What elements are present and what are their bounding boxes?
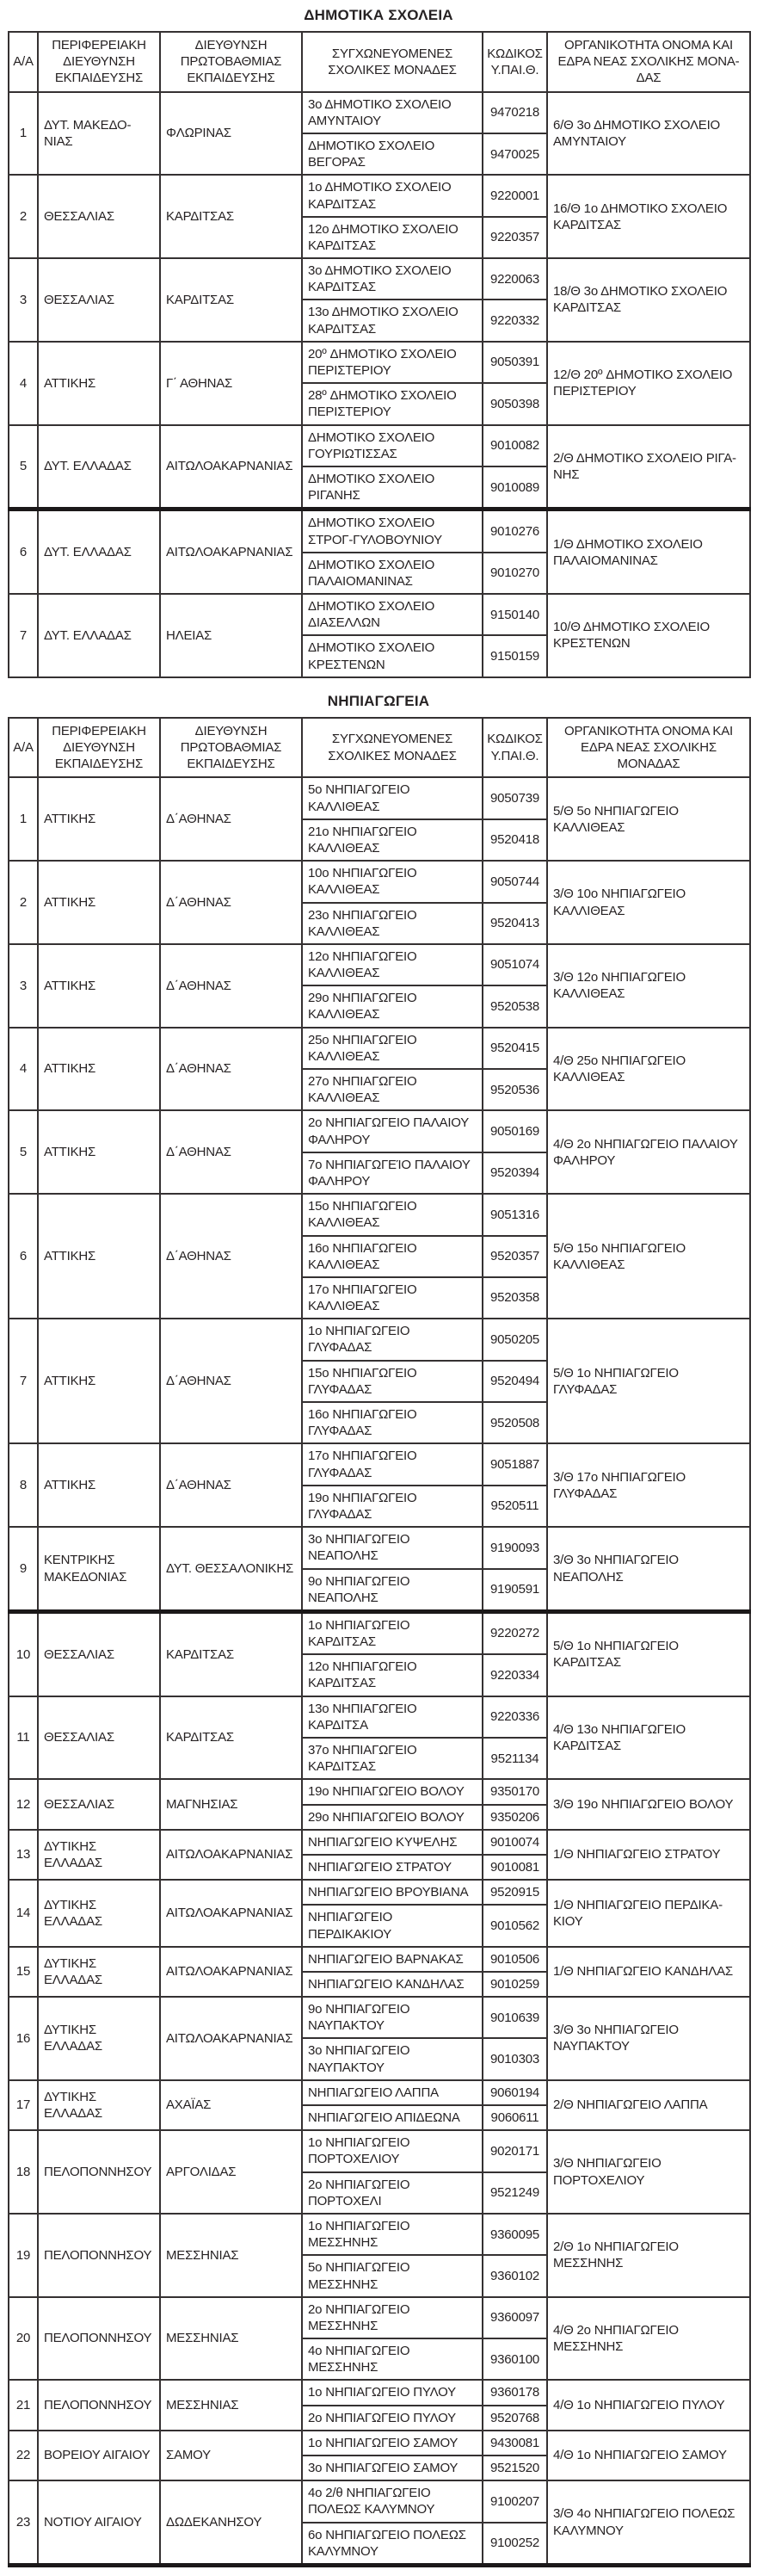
- school-code-cell: 9220272: [483, 1611, 547, 1654]
- merged-school-cell: 27ο ΝΗΠΙΑΓΩΓΕΙΟ ΚΑΛΛΙΘΕΑΣ: [302, 1069, 483, 1110]
- column-header: ΚΩΔΙΚΟΣ Υ.ΠΑΙ.Θ.: [483, 718, 547, 778]
- merged-school-cell: 3ο ΝΗΠΙΑΓΩΓΕΙΟ ΝΕΑΠΟΛΗΣ: [302, 1527, 483, 1568]
- merged-school-cell: 1ο ΝΗΠΙΑΓΩΓΕΙΟ ΜΕΣΣΗΝΗΣ: [302, 2214, 483, 2255]
- table-row: [9, 777, 750, 819]
- merged-school-cell: 2ο ΝΗΠΙΑΓΩΓΕΙΟ ΜΕΣΣΗΝΗΣ: [302, 2297, 483, 2338]
- table-row: [9, 2480, 750, 2522]
- row-number: 1: [9, 92, 38, 176]
- table-row: [9, 1779, 750, 1804]
- row-number: 11: [9, 1696, 38, 1780]
- table-row: [9, 2297, 750, 2338]
- new-school-cell: 1/Θ ΝΗΠΙΑΓΩΓΕΙΟ ΠΕΡΔΙΚΑ-ΚΙΟΥ: [547, 1880, 750, 1947]
- merged-school-cell: 5ο ΝΗΠΙΑΓΩΓΕΙΟ ΜΕΣΣΗΝΗΣ: [302, 2255, 483, 2296]
- row-number: 7: [9, 594, 38, 677]
- school-code-cell: 9220001: [483, 175, 547, 216]
- new-school-cell: 4/Θ 2ο ΝΗΠΙΑΓΩΓΕΙΟ ΠΑΛΑΙΟΥ ΦΑΛΗΡΟΥ: [547, 1110, 750, 1194]
- merged-school-cell: 1ο ΝΗΠΙΑΓΩΓΕΙΟ ΠΟΡΤΟΧΕΛΙΟΥ: [302, 2130, 483, 2171]
- directorate-cell: ΜΕΣΣΗΝΙΑΣ: [160, 2297, 302, 2381]
- school-code-cell: 9520508: [483, 1402, 547, 1443]
- new-school-cell: 2/Θ ΔΗΜΟΤΙΚΟ ΣΧΟΛΕΙΟ ΡΙΓΑ-ΝΗΣ: [547, 425, 750, 510]
- school-code-cell: 9010303: [483, 2038, 547, 2079]
- merged-school-cell: 2ο ΝΗΠΙΑΓΩΓΕΙΟ ΠΟΡΤΟΧΕΛΙ: [302, 2172, 483, 2214]
- regional-directorate-cell: ΑΤΤΙΚΗΣ: [38, 944, 160, 1028]
- school-code-cell: 9010074: [483, 1830, 547, 1855]
- table-row: [9, 342, 750, 383]
- primary-schools-section: [8, 4, 749, 678]
- regional-directorate-cell: ΔΥΤ. ΕΛΛΑΔΑΣ: [38, 425, 160, 510]
- new-school-cell: 5/Θ 15ο ΝΗΠΙΑΓΩΓΕΙΟ ΚΑΛΛΙΘΕΑΣ: [547, 1194, 750, 1319]
- directorate-cell: Δ΄ΑΘΗΝΑΣ: [160, 1110, 302, 1194]
- merged-school-cell: 29ο ΝΗΠΙΑΓΩΓΕΙΟ ΚΑΛΛΙΘΕΑΣ: [302, 985, 483, 1027]
- school-code-cell: 9520915: [483, 1880, 547, 1905]
- merged-school-cell: 29ο ΝΗΠΙΑΓΩΓΕΙΟ ΒΟΛΟΥ: [302, 1805, 483, 1830]
- new-school-cell: 2/Θ ΝΗΠΙΑΓΩΓΕΙΟ ΛΑΠΠΑ: [547, 2080, 750, 2130]
- merged-school-cell: ΔΗΜΟΤΙΚΟ ΣΧΟΛΕΙΟ ΓΟΥΡΙΩΤΙΣΣΑΣ: [302, 425, 483, 466]
- regional-directorate-cell: ΑΤΤΙΚΗΣ: [38, 861, 160, 944]
- kindergartens-table-header: [9, 718, 750, 778]
- row-number: 9: [9, 1527, 38, 1611]
- merged-school-cell: 13ο ΝΗΠΙΑΓΩΓΕΙΟ ΚΑΡΔΙΤΣΑ: [302, 1696, 483, 1738]
- school-code-cell: 9020171: [483, 2130, 547, 2171]
- merged-school-cell: 9ο ΝΗΠΙΑΓΩΓΕΙΟ ΝΕΑΠΟΛΗΣ: [302, 1569, 483, 1612]
- merged-school-cell: 15ο ΝΗΠΙΑΓΩΓΕΙΟ ΚΑΛΛΙΘΕΑΣ: [302, 1194, 483, 1235]
- column-header: ΟΡΓΑΝΙΚΟΤΗΤΑ ΟΝΟΜΑ ΚΑΙ ΕΔΡΑ ΝΕΑΣ ΣΧΟΛΙΚΗΣ ΜΟΝΑ-ΔΑΣ: [547, 32, 750, 92]
- table-row: [9, 2130, 750, 2171]
- merged-school-cell: 9ο ΝΗΠΙΑΓΩΓΕΙΟ ΝΑΥΠΑΚΤΟΥ: [302, 1997, 483, 2038]
- regional-directorate-cell: ΑΤΤΙΚΗΣ: [38, 777, 160, 861]
- new-school-cell: 3/Θ 4ο ΝΗΠΙΑΓΩΓΕΙΟ ΠΟΛΕΩΣ ΚΑΛΥΜΝΟΥ: [547, 2480, 750, 2565]
- merged-school-cell: ΝΗΠΙΑΓΩΓΕΙΟ ΛΑΠΠΑ: [302, 2080, 483, 2105]
- regional-directorate-cell: ΔΥΤΙΚΗΣ ΕΛΛΑΔΑΣ: [38, 1880, 160, 1947]
- new-school-cell: 10/Θ ΔΗΜΟΤΙΚΟ ΣΧΟΛΕΙΟ ΚΡΕΣΤΕΝΩΝ: [547, 594, 750, 677]
- merged-school-cell: ΝΗΠΙΑΓΩΓΕΙΟ ΚΑΝΔΗΛΑΣ: [302, 1972, 483, 1997]
- merged-school-cell: 17ο ΝΗΠΙΑΓΩΓΕΙΟ ΓΛΥΦΑΔΑΣ: [302, 1443, 483, 1485]
- column-header: Α/Α: [9, 32, 38, 92]
- column-header: ΔΙΕΥΘΥΝΣΗ ΠΡΩΤΟΒΑΘΜΙΑΣ ΕΚΠΑΙΔΕΥΣΗΣ: [160, 718, 302, 778]
- merged-school-cell: 16ο ΝΗΠΙΑΓΩΓΕΙΟ ΓΛΥΦΑΔΑΣ: [302, 1402, 483, 1443]
- school-code-cell: 9060611: [483, 2105, 547, 2130]
- column-header: ΣΥΓΧΩΝΕΥΟΜΕΝΕΣ ΣΧΟΛΙΚΕΣ ΜΟΝΑΔΕΣ: [302, 32, 483, 92]
- new-school-cell: 3/Θ ΝΗΠΙΑΓΩΓΕΙΟ ΠΟΡΤΟΧΕΛΙΟΥ: [547, 2130, 750, 2214]
- row-number: 21: [9, 2380, 38, 2430]
- regional-directorate-cell: ΘΕΣΣΑΛΙΑΣ: [38, 1696, 160, 1780]
- column-header: ΚΩΔΙΚΟΣ Υ.ΠΑΙ.Θ.: [483, 32, 547, 92]
- merged-school-cell: 37ο ΝΗΠΙΑΓΩΓΕΙΟ ΚΑΡΔΙΤΣΑΣ: [302, 1738, 483, 1779]
- merged-school-cell: 2ο ΝΗΠΙΑΓΩΓΕΙΟ ΠΑΛΑΙΟΥ ΦΑΛΗΡΟΥ: [302, 1110, 483, 1152]
- school-code-cell: 9051316: [483, 1194, 547, 1235]
- merged-school-cell: 16ο ΝΗΠΙΑΓΩΓΕΙΟ ΚΑΛΛΙΘΕΑΣ: [302, 1236, 483, 1277]
- directorate-cell: ΦΛΩΡΙΝΑΣ: [160, 92, 302, 176]
- merged-school-cell: ΔΗΜΟΤΙΚΟ ΣΧΟΛΕΙΟ ΚΡΕΣΤΕΝΩΝ: [302, 635, 483, 676]
- school-code-cell: 9051074: [483, 944, 547, 985]
- table-row: [9, 1611, 750, 1654]
- merged-school-cell: ΔΗΜΟΤΙΚΟ ΣΧΟΛΕΙΟ ΡΙΓΑΝΗΣ: [302, 466, 483, 510]
- row-number: 22: [9, 2431, 38, 2480]
- kindergartens-table-body: [9, 777, 750, 2565]
- table-row: [9, 92, 750, 133]
- header-row: [9, 32, 750, 92]
- merged-school-cell: 2ο ΝΗΠΙΑΓΩΓΕΙΟ ΠΥΛΟΥ: [302, 2406, 483, 2431]
- school-code-cell: 9100207: [483, 2480, 547, 2522]
- regional-directorate-cell: ΑΤΤΙΚΗΣ: [38, 1319, 160, 1443]
- new-school-cell: 12/Θ 20º ΔΗΜΟΤΙΚΟ ΣΧΟΛΕΙΟ ΠΕΡΙΣΤΕΡΙΟΥ: [547, 342, 750, 425]
- merged-school-cell: ΔΗΜΟΤΙΚΟ ΣΧΟΛΕΙΟ ΣΤΡΟΓ-ΓΥΛΟΒΟΥΝΙΟΥ: [302, 510, 483, 553]
- table-row: [9, 1997, 750, 2038]
- directorate-cell: Δ΄ΑΘΗΝΑΣ: [160, 1194, 302, 1319]
- regional-directorate-cell: ΔΥΤΙΚΗΣ ΕΛΛΑΔΑΣ: [38, 1830, 160, 1880]
- column-header: ΣΥΓΧΩΝΕΥΟΜΕΝΕΣ ΣΧΟΛΙΚΕΣ ΜΟΝΑΔΕΣ: [302, 718, 483, 778]
- new-school-cell: 1/Θ ΔΗΜΟΤΙΚΟ ΣΧΟΛΕΙΟ ΠΑΛΑΙΟΜΑΝΙΝΑΣ: [547, 510, 750, 594]
- directorate-cell: ΑΙΤΩΛΟΑΚΑΡΝΑΝΙΑΣ: [160, 1830, 302, 1880]
- school-code-cell: 9050205: [483, 1319, 547, 1360]
- regional-directorate-cell: ΚΕΝΤΡΙΚΗΣ ΜΑΚΕΔΟΝΙΑΣ: [38, 1527, 160, 1611]
- regional-directorate-cell: ΘΕΣΣΑΛΙΑΣ: [38, 175, 160, 258]
- school-code-cell: 9360100: [483, 2338, 547, 2380]
- table-row: [9, 1443, 750, 1485]
- school-code-cell: 9521134: [483, 1738, 547, 1779]
- directorate-cell: ΑΙΤΩΛΟΑΚΑΡΝΑΝΙΑΣ: [160, 1997, 302, 2080]
- school-code-cell: 9521520: [483, 2456, 547, 2480]
- table-row: [9, 861, 750, 902]
- table-row: [9, 1028, 750, 1069]
- table-row: [9, 2080, 750, 2105]
- school-code-cell: 9520415: [483, 1028, 547, 1069]
- school-code-cell: 9520418: [483, 819, 547, 861]
- directorate-cell: ΚΑΡΔΙΤΣΑΣ: [160, 1611, 302, 1696]
- column-header: ΠΕΡΙΦΕΡΕΙΑΚΗ ΔΙΕΥΘΥΝΣΗ ΕΚΠΑΙΔΕΥΣΗΣ: [38, 718, 160, 778]
- row-number: 8: [9, 1443, 38, 1527]
- merged-school-cell: ΔΗΜΟΤΙΚΟ ΣΧΟΛΕΙΟ ΔΙΑΣΕΛΛΩΝ: [302, 594, 483, 635]
- regional-directorate-cell: ΔΥΤ. ΜΑΚΕΔΟ-ΝΙΑΣ: [38, 92, 160, 176]
- row-number: 17: [9, 2080, 38, 2130]
- school-code-cell: 9520538: [483, 985, 547, 1027]
- merged-school-cell: 3ο ΝΗΠΙΑΓΩΓΕΙΟ ΣΑΜΟΥ: [302, 2456, 483, 2480]
- regional-directorate-cell: ΠΕΛΟΠΟΝΝΗΣΟΥ: [38, 2130, 160, 2214]
- school-code-cell: 9360178: [483, 2380, 547, 2405]
- table-row: [9, 1319, 750, 1360]
- directorate-cell: ΑΙΤΩΛΟΑΚΑΡΝΑΝΙΑΣ: [160, 1880, 302, 1947]
- merged-school-cell: 5ο ΝΗΠΙΑΓΩΓΕΙΟ ΚΑΛΛΙΘΕΑΣ: [302, 777, 483, 819]
- directorate-cell: ΑΙΤΩΛΟΑΚΑΡΝΑΝΙΑΣ: [160, 1947, 302, 1997]
- merged-school-cell: 19ο ΝΗΠΙΑΓΩΓΕΙΟ ΒΟΛΟΥ: [302, 1779, 483, 1804]
- school-code-cell: 9520394: [483, 1152, 547, 1194]
- row-number: 15: [9, 1947, 38, 1997]
- new-school-cell: 5/Θ 1ο ΝΗΠΙΑΓΩΓΕΙΟ ΓΛΥΦΑΔΑΣ: [547, 1319, 750, 1443]
- directorate-cell: ΑΙΤΩΛΟΑΚΑΡΝΑΝΙΑΣ: [160, 510, 302, 594]
- directorate-cell: ΜΕΣΣΗΝΙΑΣ: [160, 2380, 302, 2430]
- merged-school-cell: ΔΗΜΟΤΙΚΟ ΣΧΟΛΕΙΟ ΠΑΛΑΙΟΜΑΝΙΝΑΣ: [302, 553, 483, 594]
- merged-school-cell: 15ο ΝΗΠΙΑΓΩΓΕΙΟ ΓΛΥΦΑΔΑΣ: [302, 1361, 483, 1402]
- school-code-cell: 9520358: [483, 1277, 547, 1319]
- directorate-cell: Δ΄ΑΘΗΝΑΣ: [160, 1028, 302, 1111]
- new-school-cell: 4/Θ 1ο ΝΗΠΙΑΓΩΓΕΙΟ ΣΑΜΟΥ: [547, 2431, 750, 2480]
- new-school-cell: 2/Θ 1ο ΝΗΠΙΑΓΩΓΕΙΟ ΜΕΣΣΗΝΗΣ: [547, 2214, 750, 2297]
- merged-school-cell: ΝΗΠΙΑΓΩΓΕΙΟ ΠΕΡΔΙΚΑΚΙΟΥ: [302, 1905, 483, 1946]
- table-row: [9, 258, 750, 300]
- new-school-cell: 5/Θ 5ο ΝΗΠΙΑΓΩΓΕΙΟ ΚΑΛΛΙΘΕΑΣ: [547, 777, 750, 861]
- regional-directorate-cell: ΘΕΣΣΑΛΙΑΣ: [38, 1611, 160, 1696]
- table-row: [9, 944, 750, 985]
- row-number: 23: [9, 2480, 38, 2565]
- row-number: 14: [9, 1880, 38, 1947]
- row-number: 5: [9, 425, 38, 510]
- school-code-cell: 9150140: [483, 594, 547, 635]
- row-number: 7: [9, 1319, 38, 1443]
- school-code-cell: 9521249: [483, 2172, 547, 2214]
- merged-school-cell: 1ο ΔΗΜΟΤΙΚΟ ΣΧΟΛΕΙΟ ΚΑΡΔΙΤΣΑΣ: [302, 175, 483, 216]
- table-row: [9, 594, 750, 635]
- directorate-cell: ΚΑΡΔΙΤΣΑΣ: [160, 1696, 302, 1780]
- kindergartens-section: [8, 690, 749, 2567]
- school-code-cell: 9350170: [483, 1779, 547, 1804]
- new-school-cell: 3/Θ 3ο ΝΗΠΙΑΓΩΓΕΙΟ ΝΑΥΠΑΚΤΟΥ: [547, 1997, 750, 2080]
- directorate-cell: ΑΙΤΩΛΟΑΚΑΡΝΑΝΙΑΣ: [160, 425, 302, 510]
- primary-schools-title: ΔΗΜΟΤΙΚΑ ΣΧΟΛΕΙΑ: [304, 7, 453, 23]
- new-school-cell: 16/Θ 1ο ΔΗΜΟΤΙΚΟ ΣΧΟΛΕΙΟ ΚΑΡΔΙΤΣΑΣ: [547, 175, 750, 258]
- school-code-cell: 9010082: [483, 425, 547, 466]
- primary-schools-table: [8, 31, 751, 678]
- row-number: 4: [9, 1028, 38, 1111]
- school-code-cell: 9010081: [483, 1855, 547, 1880]
- primary-schools-table-body: [9, 92, 750, 677]
- row-number: 2: [9, 861, 38, 944]
- directorate-cell: ΔΥΤ. ΘΕΣΣΑΛΟΝΙΚΗΣ: [160, 1527, 302, 1611]
- school-code-cell: 9220332: [483, 300, 547, 341]
- school-code-cell: 9060194: [483, 2080, 547, 2105]
- school-code-cell: 9051887: [483, 1443, 547, 1485]
- row-number: 19: [9, 2214, 38, 2297]
- directorate-cell: Δ΄ΑΘΗΝΑΣ: [160, 1443, 302, 1527]
- merged-school-cell: 1ο ΝΗΠΙΑΓΩΓΕΙΟ ΠΥΛΟΥ: [302, 2380, 483, 2405]
- directorate-cell: Γ΄ ΑΘΗΝΑΣ: [160, 342, 302, 425]
- directorate-cell: Δ΄ΑΘΗΝΑΣ: [160, 944, 302, 1028]
- merged-school-cell: 23ο ΝΗΠΙΑΓΩΓΕΙΟ ΚΑΛΛΙΘΕΑΣ: [302, 903, 483, 944]
- table-row: [9, 2380, 750, 2405]
- school-code-cell: 9470025: [483, 133, 547, 175]
- regional-directorate-cell: ΑΤΤΙΚΗΣ: [38, 1110, 160, 1194]
- table-row: [9, 1527, 750, 1568]
- directorate-cell: ΜΑΓΝΗΣΙΑΣ: [160, 1779, 302, 1829]
- table-row: [9, 2214, 750, 2255]
- directorate-cell: ΚΑΡΔΙΤΣΑΣ: [160, 175, 302, 258]
- merged-school-cell: 13ο ΔΗΜΟΤΙΚΟ ΣΧΟΛΕΙΟ ΚΑΡΔΙΤΣΑΣ: [302, 300, 483, 341]
- table-row: [9, 175, 750, 216]
- new-school-cell: 5/Θ 1ο ΝΗΠΙΑΓΩΓΕΙΟ ΚΑΡΔΙΤΣΑΣ: [547, 1611, 750, 1696]
- school-code-cell: 9010562: [483, 1905, 547, 1946]
- row-number: 3: [9, 258, 38, 342]
- regional-directorate-cell: ΔΥΤΙΚΗΣ ΕΛΛΑΔΑΣ: [38, 2080, 160, 2130]
- merged-school-cell: ΔΗΜΟΤΙΚΟ ΣΧΟΛΕΙΟ ΒΕΓΟΡΑΣ: [302, 133, 483, 175]
- regional-directorate-cell: ΔΥΤΙΚΗΣ ΕΛΛΑΔΑΣ: [38, 1997, 160, 2080]
- merged-school-cell: 20º ΔΗΜΟΤΙΚΟ ΣΧΟΛΕΙΟ ΠΕΡΙΣΤΕΡΙΟΥ: [302, 342, 483, 383]
- kindergartens-table: [8, 717, 751, 2567]
- school-code-cell: 9010259: [483, 1972, 547, 1997]
- merged-school-cell: 10ο ΝΗΠΙΑΓΩΓΕΙΟ ΚΑΛΛΙΘΕΑΣ: [302, 861, 483, 902]
- directorate-cell: ΜΕΣΣΗΝΙΑΣ: [160, 2214, 302, 2297]
- school-code-cell: 9010639: [483, 1997, 547, 2038]
- regional-directorate-cell: ΑΤΤΙΚΗΣ: [38, 1194, 160, 1319]
- school-code-cell: 9520536: [483, 1069, 547, 1110]
- table-row: [9, 1830, 750, 1855]
- school-code-cell: 9520413: [483, 903, 547, 944]
- table-row: [9, 2431, 750, 2456]
- merged-school-cell: 4ο ΝΗΠΙΑΓΩΓΕΙΟ ΜΕΣΣΗΝΗΣ: [302, 2338, 483, 2380]
- row-number: 6: [9, 510, 38, 594]
- row-number: 5: [9, 1110, 38, 1194]
- school-code-cell: 9050169: [483, 1110, 547, 1152]
- school-code-cell: 9190591: [483, 1569, 547, 1612]
- row-number: 20: [9, 2297, 38, 2381]
- new-school-cell: 4/Θ 1ο ΝΗΠΙΑΓΩΓΕΙΟ ΠΥΛΟΥ: [547, 2380, 750, 2430]
- table-row: [9, 1880, 750, 1905]
- directorate-cell: ΚΑΡΔΙΤΣΑΣ: [160, 258, 302, 342]
- school-code-cell: 9050398: [483, 383, 547, 424]
- regional-directorate-cell: ΘΕΣΣΑΛΙΑΣ: [38, 258, 160, 342]
- row-number: 18: [9, 2130, 38, 2214]
- new-school-cell: 3/Θ 12ο ΝΗΠΙΑΓΩΓΕΙΟ ΚΑΛΛΙΘΕΑΣ: [547, 944, 750, 1028]
- new-school-cell: 3/Θ 10ο ΝΗΠΙΑΓΩΓΕΙΟ ΚΑΛΛΙΘΕΑΣ: [547, 861, 750, 944]
- merged-school-cell: 25ο ΝΗΠΙΑΓΩΓΕΙΟ ΚΑΛΛΙΘΕΑΣ: [302, 1028, 483, 1069]
- school-code-cell: 9220063: [483, 258, 547, 300]
- new-school-cell: 1/Θ ΝΗΠΙΑΓΩΓΕΙΟ ΚΑΝΔΗΛΑΣ: [547, 1947, 750, 1997]
- merged-school-cell: 12ο ΝΗΠΙΑΓΩΓΕΙΟ ΚΑΛΛΙΘΕΑΣ: [302, 944, 483, 985]
- row-number: 6: [9, 1194, 38, 1319]
- merged-school-cell: 12ο ΔΗΜΟΤΙΚΟ ΣΧΟΛΕΙΟ ΚΑΡΔΙΤΣΑΣ: [302, 217, 483, 258]
- merged-school-cell: 7ο ΝΗΠΙΑΓΩΓΕΊΟ ΠΑΛΑΙΟΥ ΦΑΛΗΡΟΥ: [302, 1152, 483, 1194]
- row-number: 4: [9, 342, 38, 425]
- school-code-cell: 9010506: [483, 1947, 547, 1972]
- school-code-cell: 9520768: [483, 2406, 547, 2431]
- merged-school-cell: ΝΗΠΙΑΓΩΓΕΙΟ ΚΥΨΕΛΗΣ: [302, 1830, 483, 1855]
- new-school-cell: 6/Θ 3ο ΔΗΜΟΤΙΚΟ ΣΧΟΛΕΙΟ ΑΜΥΝΤΑΙΟΥ: [547, 92, 750, 176]
- primary-schools-table-header: [9, 32, 750, 92]
- merged-school-cell: 6ο ΝΗΠΙΑΓΩΓΕΙΟ ΠΟΛΕΩΣ ΚΑΛΥΜΝΟΥ: [302, 2523, 483, 2566]
- school-code-cell: 9520494: [483, 1361, 547, 1402]
- regional-directorate-cell: ΠΕΛΟΠΟΝΝΗΣΟΥ: [38, 2214, 160, 2297]
- merged-school-cell: 3ο ΔΗΜΟΤΙΚΟ ΣΧΟΛΕΙΟ ΚΑΡΔΙΤΣΑΣ: [302, 258, 483, 300]
- new-school-cell: 3/Θ 3ο ΝΗΠΙΑΓΩΓΕΙΟ ΝΕΑΠΟΛΗΣ: [547, 1527, 750, 1611]
- merged-school-cell: 1ο ΝΗΠΙΑΓΩΓΕΙΟ ΣΑΜΟΥ: [302, 2431, 483, 2456]
- merged-school-cell: 1ο ΝΗΠΙΑΓΩΓΕΙΟ ΓΛΥΦΑΔΑΣ: [302, 1319, 483, 1360]
- merged-school-cell: 17ο ΝΗΠΙΑΓΩΓΕΙΟ ΚΑΛΛΙΘΕΑΣ: [302, 1277, 483, 1319]
- directorate-cell: ΔΩΔΕΚΑΝΗΣΟΥ: [160, 2480, 302, 2565]
- school-code-cell: 9360097: [483, 2297, 547, 2338]
- merged-school-cell: 28º ΔΗΜΟΤΙΚΟ ΣΧΟΛΕΙΟ ΠΕΡΙΣΤΕΡΙΟΥ: [302, 383, 483, 424]
- row-number: 16: [9, 1997, 38, 2080]
- table-row: [9, 1194, 750, 1235]
- directorate-cell: ΑΡΓΟΛΙΔΑΣ: [160, 2130, 302, 2214]
- new-school-cell: 4/Θ 25ο ΝΗΠΙΑΓΩΓΕΙΟ ΚΑΛΛΙΘΕΑΣ: [547, 1028, 750, 1111]
- directorate-cell: Δ΄ΑΘΗΝΑΣ: [160, 777, 302, 861]
- new-school-cell: 4/Θ 13ο ΝΗΠΙΑΓΩΓΕΙΟ ΚΑΡΔΙΤΣΑΣ: [547, 1696, 750, 1780]
- merged-school-cell: 3ο ΔΗΜΟΤΙΚΟ ΣΧΟΛΕΙΟ ΑΜΥΝΤΑΙΟΥ: [302, 92, 483, 133]
- school-code-cell: 9520511: [483, 1486, 547, 1527]
- merged-school-cell: ΝΗΠΙΑΓΩΓΕΙΟ ΒΡΟΥΒΙΑΝΑ: [302, 1880, 483, 1905]
- school-code-cell: 9190093: [483, 1527, 547, 1568]
- row-number: 12: [9, 1779, 38, 1829]
- row-number: 13: [9, 1830, 38, 1880]
- regional-directorate-cell: ΘΕΣΣΑΛΙΑΣ: [38, 1779, 160, 1829]
- school-code-cell: 9360095: [483, 2214, 547, 2255]
- table-row: [9, 1696, 750, 1738]
- school-code-cell: 9010270: [483, 553, 547, 594]
- school-code-cell: 9350206: [483, 1805, 547, 1830]
- merged-school-cell: 4ο 2/θ ΝΗΠΙΑΓΩΓΕΙΟ ΠΟΛΕΩΣ ΚΑΛΥΜΝΟΥ: [302, 2480, 483, 2522]
- merged-school-cell: ΝΗΠΙΑΓΩΓΕΙΟ ΣΤΡΑΤΟΥ: [302, 1855, 483, 1880]
- column-header: ΔΙΕΥΘΥΝΣΗ ΠΡΩΤΟΒΑΘΜΙΑΣ ΕΚΠΑΙΔΕΥΣΗΣ: [160, 32, 302, 92]
- school-code-cell: 9150159: [483, 635, 547, 676]
- merged-school-cell: 12ο ΝΗΠΙΑΓΩΓΕΙΟ ΚΑΡΔΙΤΣΑΣ: [302, 1654, 483, 1696]
- directorate-cell: Δ΄ΑΘΗΝΑΣ: [160, 1319, 302, 1443]
- school-code-cell: 9050391: [483, 342, 547, 383]
- regional-directorate-cell: ΑΤΤΙΚΗΣ: [38, 1443, 160, 1527]
- school-code-cell: 9010276: [483, 510, 547, 553]
- new-school-cell: 3/Θ 19ο ΝΗΠΙΑΓΩΓΕΙΟ ΒΟΛΟΥ: [547, 1779, 750, 1829]
- row-number: 10: [9, 1611, 38, 1696]
- regional-directorate-cell: ΠΕΛΟΠΟΝΝΗΣΟΥ: [38, 2297, 160, 2381]
- school-code-cell: 9100252: [483, 2523, 547, 2566]
- column-header: Α/Α: [9, 718, 38, 778]
- regional-directorate-cell: ΔΥΤΙΚΗΣ ΕΛΛΑΔΑΣ: [38, 1947, 160, 1997]
- directorate-cell: Δ΄ΑΘΗΝΑΣ: [160, 861, 302, 944]
- directorate-cell: ΑΧΑΪΑΣ: [160, 2080, 302, 2130]
- school-code-cell: 9050739: [483, 777, 547, 819]
- regional-directorate-cell: ΔΥΤ. ΕΛΛΑΔΑΣ: [38, 594, 160, 677]
- row-number: 3: [9, 944, 38, 1028]
- table-row: [9, 510, 750, 553]
- row-number: 2: [9, 175, 38, 258]
- regional-directorate-cell: ΔΥΤ. ΕΛΛΑΔΑΣ: [38, 510, 160, 594]
- school-code-cell: 9470218: [483, 92, 547, 133]
- new-school-cell: 4/Θ 2ο ΝΗΠΙΑΓΩΓΕΙΟ ΜΕΣΣΗΝΗΣ: [547, 2297, 750, 2381]
- table-row: [9, 1110, 750, 1152]
- merged-school-cell: ΝΗΠΙΑΓΩΓΕΙΟ ΑΠΙΔΕΩΝΑ: [302, 2105, 483, 2130]
- school-code-cell: 9220357: [483, 217, 547, 258]
- school-code-cell: 9050744: [483, 861, 547, 902]
- school-code-cell: 9220334: [483, 1654, 547, 1696]
- school-code-cell: 9010089: [483, 466, 547, 510]
- directorate-cell: ΣΑΜΟΥ: [160, 2431, 302, 2480]
- regional-directorate-cell: ΠΕΛΟΠΟΝΝΗΣΟΥ: [38, 2380, 160, 2430]
- table-row: [9, 425, 750, 466]
- column-header: ΠΕΡΙΦΕΡΕΙΑΚΗ ΔΙΕΥΘΥΝΣΗ ΕΚΠΑΙΔΕΥΣΗΣ: [38, 32, 160, 92]
- row-number: 1: [9, 777, 38, 861]
- merged-school-cell: 1ο ΝΗΠΙΑΓΩΓΕΙΟ ΚΑΡΔΙΤΣΑΣ: [302, 1611, 483, 1654]
- merged-school-cell: 3ο ΝΗΠΙΑΓΩΓΕΙΟ ΝΑΥΠΑΚΤΟΥ: [302, 2038, 483, 2079]
- new-school-cell: 1/Θ ΝΗΠΙΑΓΩΓΕΙΟ ΣΤΡΑΤΟΥ: [547, 1830, 750, 1880]
- regional-directorate-cell: ΑΤΤΙΚΗΣ: [38, 1028, 160, 1111]
- school-code-cell: 9220336: [483, 1696, 547, 1738]
- regional-directorate-cell: ΒΟΡΕΙΟΥ ΑΙΓΑΙΟΥ: [38, 2431, 160, 2480]
- regional-directorate-cell: ΑΤΤΙΚΗΣ: [38, 342, 160, 425]
- merged-school-cell: 19ο ΝΗΠΙΑΓΩΓΕΙΟ ΓΛΥΦΑΔΑΣ: [302, 1486, 483, 1527]
- school-code-cell: 9520357: [483, 1236, 547, 1277]
- school-code-cell: 9360102: [483, 2255, 547, 2296]
- new-school-cell: 3/Θ 17ο ΝΗΠΙΑΓΩΓΕΙΟ ΓΛΥΦΑΔΑΣ: [547, 1443, 750, 1527]
- merged-school-cell: ΝΗΠΙΑΓΩΓΕΙΟ ΒΑΡΝΑΚΑΣ: [302, 1947, 483, 1972]
- table-row: [9, 1947, 750, 1972]
- kindergartens-title: ΝΗΠΙΑΓΩΓΕΙΑ: [327, 692, 430, 709]
- directorate-cell: ΗΛΕΙΑΣ: [160, 594, 302, 677]
- column-header: ΟΡΓΑΝΙΚΟΤΗΤΑ ΟΝΟΜΑ ΚΑΙ ΕΔΡΑ ΝΕΑΣ ΣΧΟΛΙΚΗΣ ΜΟΝΑΔΑΣ: [547, 718, 750, 778]
- school-code-cell: 9430081: [483, 2431, 547, 2456]
- regional-directorate-cell: ΝΟΤΙΟΥ ΑΙΓΑΙΟΥ: [38, 2480, 160, 2565]
- new-school-cell: 18/Θ 3ο ΔΗΜΟΤΙΚΟ ΣΧΟΛΕΙΟ ΚΑΡΔΙΤΣΑΣ: [547, 258, 750, 342]
- merged-school-cell: 21ο ΝΗΠΙΑΓΩΓΕΙΟ ΚΑΛΛΙΘΕΑΣ: [302, 819, 483, 861]
- header-row: [9, 718, 750, 778]
